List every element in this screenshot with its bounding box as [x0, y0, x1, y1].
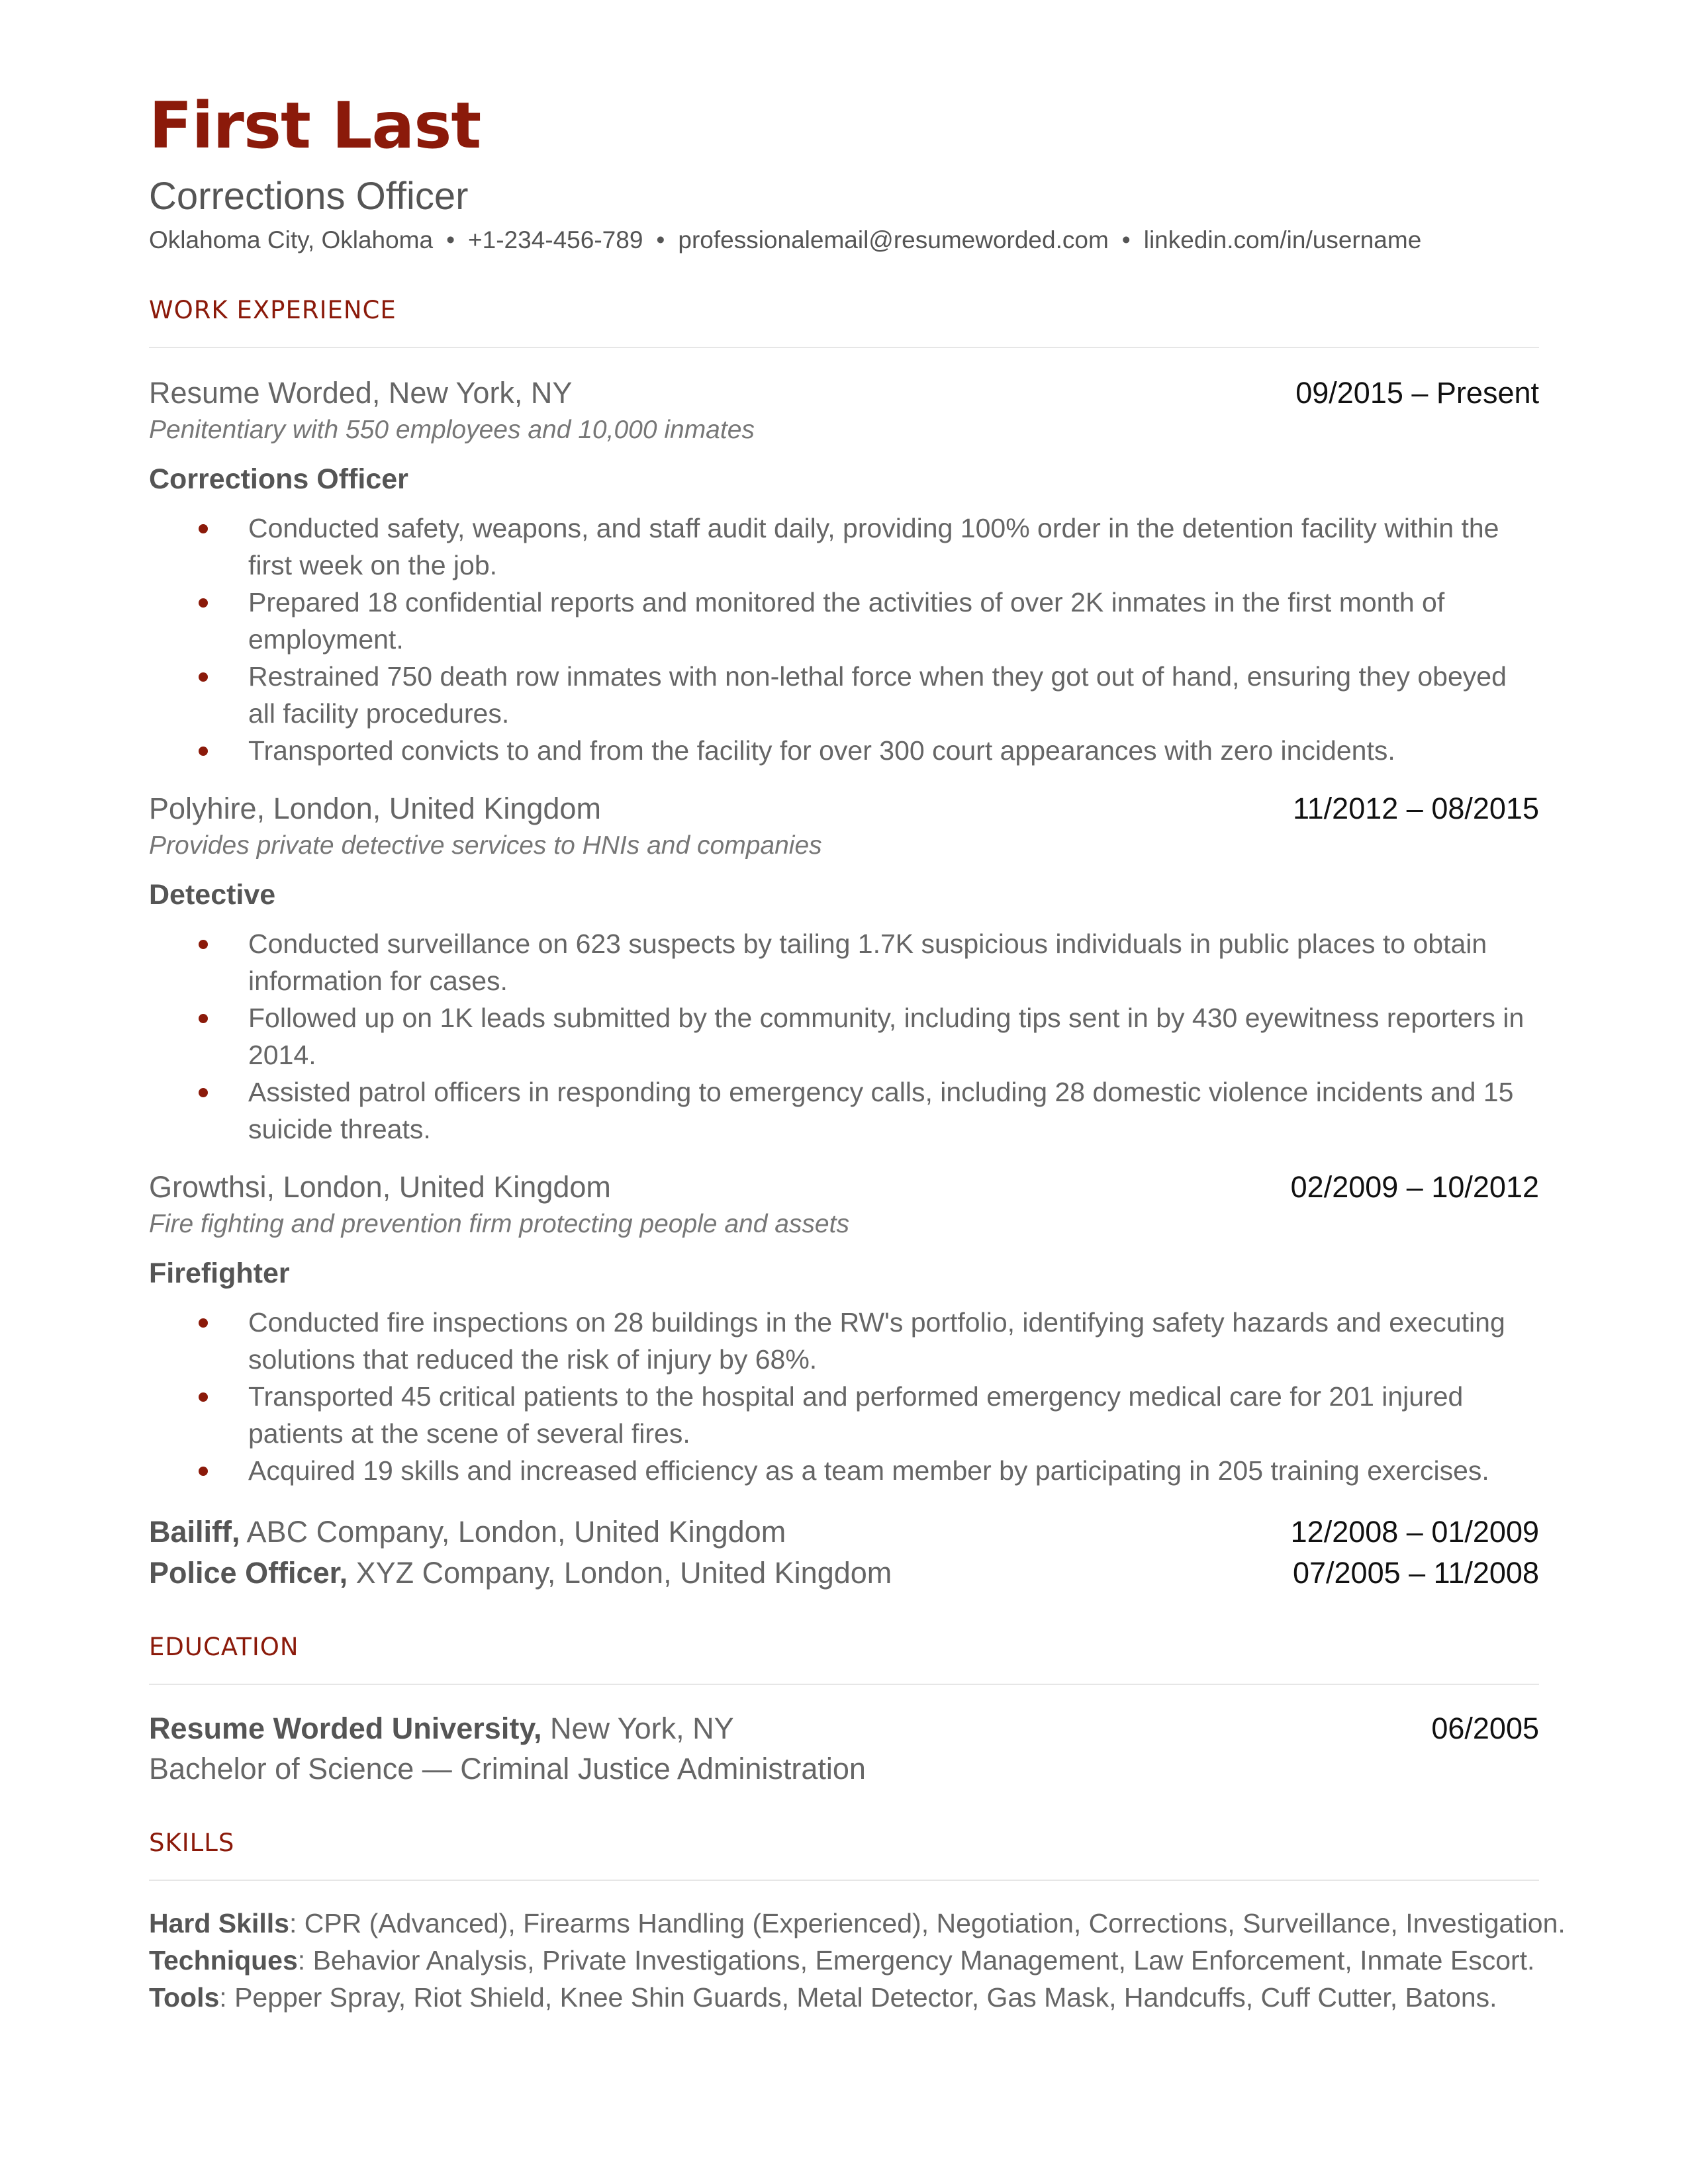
bullet-item: Restrained 750 death row inmates with non-lethal force when they got out of hand, ensuring they obeyed all facility procedures.: [149, 658, 1539, 732]
contact-separator: •: [656, 226, 665, 253]
education-entry: [149, 1709, 1539, 1790]
bullet-dot-icon: [199, 1088, 208, 1097]
job-entry: [149, 1167, 1539, 1489]
contact-phone: +1-234-456-789: [468, 226, 643, 253]
bullet-item: Conducted fire inspections on 28 buildings in the RW's portfolio, identifying safety hazards and executing solutions that reduced the risk of injury by 68%.: [149, 1304, 1539, 1378]
bullet-dot-icon: [199, 598, 208, 608]
job-bullets: [149, 1304, 1539, 1489]
bullet-dot-icon: [199, 747, 208, 756]
bullet-dot-icon: [199, 672, 208, 682]
section-heading-work: WORK EXPERIENCE: [149, 296, 397, 324]
company-description: Fire fighting and prevention firm protecting people and assets: [149, 1210, 849, 1238]
contact-email[interactable]: professionalemail@resumeworded.com: [678, 226, 1109, 253]
company-description: Provides private detective services to HNIs and companies: [149, 831, 822, 860]
job-bullets: [149, 510, 1539, 769]
bullet-dot-icon: [199, 1014, 208, 1023]
graduation-date: 06/2005: [1431, 1711, 1539, 1745]
short-job-title: Bailiff,: [149, 1515, 240, 1549]
bullet-dot-icon: [199, 1392, 208, 1402]
bullet-item: Conducted safety, weapons, and staff audit daily, providing 100% order in the detention facility within the first week on the job.: [149, 510, 1539, 584]
short-job-company: ABC Company, London, United Kingdom: [246, 1515, 786, 1549]
section-heading-skills: SKILLS: [149, 1829, 235, 1857]
short-job-entry: [149, 1512, 1539, 1553]
short-job-dates: 12/2008 – 01/2009: [1290, 1515, 1539, 1549]
job-dates: 09/2015 – Present: [1295, 376, 1539, 410]
bullet-dot-icon: [199, 940, 208, 949]
section-heading-education: EDUCATION: [149, 1633, 299, 1661]
job-title: Detective: [149, 879, 276, 911]
short-job-entry: [149, 1553, 1539, 1594]
bullet-dot-icon: [199, 524, 208, 533]
degree: Bachelor of Science — Criminal Justice Administration: [149, 1752, 866, 1786]
job-bullets: [149, 925, 1539, 1148]
company-description: Penitentiary with 550 employees and 10,000 inmates: [149, 416, 755, 444]
bullet-item: Followed up on 1K leads submitted by the community, including tips sent in by 430 eyewitness reporters in 2014.: [149, 999, 1539, 1073]
bullet-dot-icon: [199, 1467, 208, 1476]
short-job-dates: 07/2005 – 11/2008: [1292, 1556, 1539, 1590]
job-company: Polyhire, London, United Kingdom: [149, 792, 601, 825]
school-location: New York, NY: [550, 1711, 734, 1745]
job-company: Resume Worded, New York, NY: [149, 376, 573, 410]
job-company: Growthsi, London, United Kingdom: [149, 1170, 611, 1204]
bullet-dot-icon: [199, 1318, 208, 1328]
bullet-item: Transported convicts to and from the facility for over 300 court appearances with zero incidents.: [149, 732, 1539, 769]
bullet-item: Prepared 18 confidential reports and monitored the activities of over 2K inmates in the first month of employment.: [149, 584, 1539, 658]
job-entry: [149, 373, 1539, 769]
bullet-item: Acquired 19 skills and increased efficiency as a team member by participating in 205 training exercises.: [149, 1452, 1539, 1489]
resume-page: [149, 86, 1566, 2016]
skills-list: [149, 1905, 1566, 2016]
section-divider: [149, 1684, 1539, 1685]
contact-line: [149, 224, 1539, 257]
contact-separator: •: [446, 226, 455, 253]
short-job-title: Police Officer,: [149, 1556, 348, 1590]
bullet-item: Conducted surveillance on 623 suspects by tailing 1.7K suspicious individuals in public places to obtain information for cases.: [149, 925, 1539, 999]
job-dates: 02/2009 – 10/2012: [1290, 1170, 1539, 1204]
job-dates: 11/2012 – 08/2015: [1292, 792, 1539, 825]
candidate-title: Corrections Officer: [149, 175, 469, 218]
candidate-name: First Last: [149, 89, 481, 163]
job-entry: [149, 789, 1539, 1148]
job-title: Firefighter: [149, 1257, 290, 1289]
contact-location: Oklahoma City, Oklahoma: [149, 226, 434, 253]
contact-linkedin[interactable]: linkedin.com/in/username: [1143, 226, 1422, 253]
short-job-company: XYZ Company, London, United Kingdom: [355, 1556, 892, 1590]
skill-line-hard-skills: Hard Skills: CPR (Advanced), Firearms Handling (Experienced), Negotiation, Corrections, Surveillance, Investigation.: [149, 1908, 1566, 1938]
section-divider: [149, 1880, 1539, 1881]
contact-separator: •: [1121, 226, 1131, 253]
bullet-item: Assisted patrol officers in responding to emergency calls, including 28 domestic violence incidents and 15 suicide threats.: [149, 1073, 1539, 1148]
skill-line-techniques: Techniques: Behavior Analysis, Private Investigations, Emergency Management, Law Enforcement, Inmate Escort.: [149, 1945, 1535, 1976]
section-divider: [149, 347, 1539, 348]
skill-line-tools: Tools: Pepper Spray, Riot Shield, Knee Shin Guards, Metal Detector, Gas Mask, Handcuffs, Cuff Cutter, Batons.: [149, 1982, 1497, 2013]
bullet-item: Transported 45 critical patients to the hospital and performed emergency medical care for 201 injured patients at the scene of several fires.: [149, 1378, 1539, 1452]
job-title: Corrections Officer: [149, 463, 408, 495]
school-name: Resume Worded University,: [149, 1711, 542, 1745]
